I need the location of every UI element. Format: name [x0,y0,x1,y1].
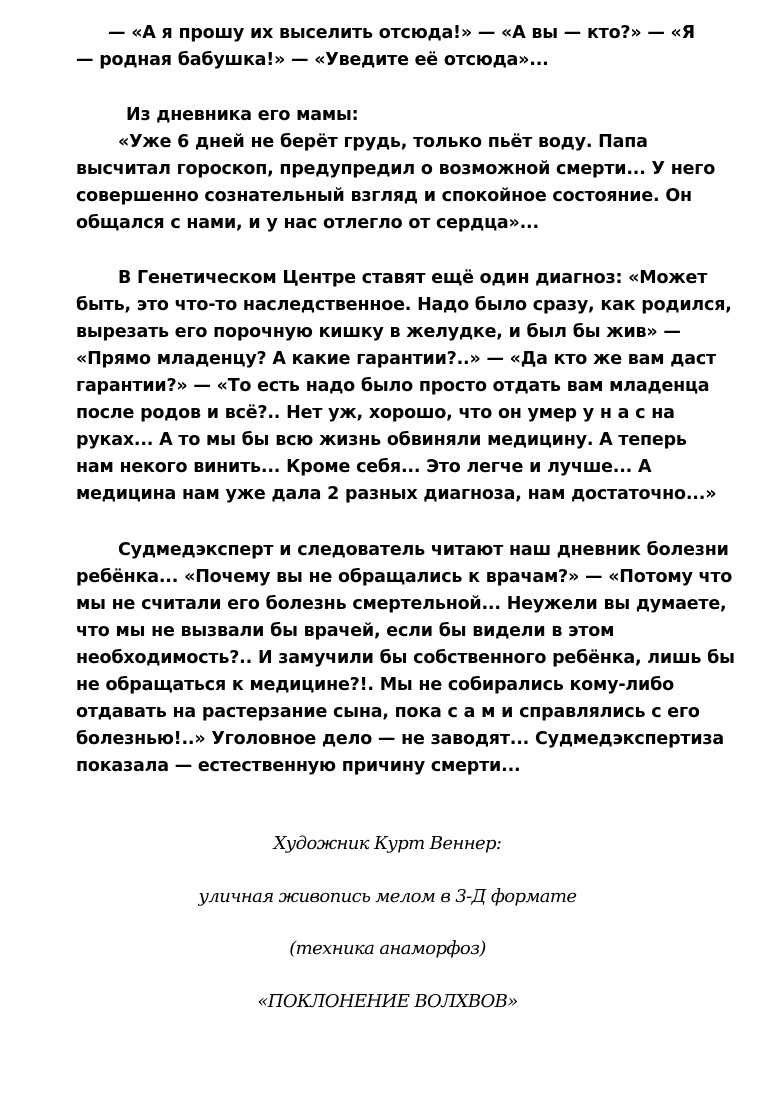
genetic-line-3: вырезать его порочную кишку в желудке, и был бы жив» — [76,322,681,342]
forensic-line-1: Судмедэксперт и следователь читают наш дневник болезни [118,540,729,560]
forensic-line-5: необходимость?.. И замучили бы собственного ребёнка, лишь бы [76,648,735,668]
caption-description: уличная живопись мелом в 3-Д формате [198,886,577,907]
caption-artist: Художник Курт Веннер: [273,833,502,854]
genetic-line-1: В Генетическом Центре ставят ещё один диагноз: «Может [118,268,708,288]
diary-line-1: «Уже 6 дней не берёт грудь, только пьёт воду. Папа [118,132,648,152]
diary-line-4: общался с нами, и у нас отлегло от сердца»... [76,213,539,233]
dialogue-line-2: — родная бабушка!» — «Уведите её отсюда»... [76,50,549,70]
caption-title: «ПОКЛОНЕНИЕ ВОЛХВОВ» [257,991,518,1012]
forensic-line-8: болезнью!..» Уголовное дело — не заводят... Судмедэкспертиза [76,729,724,749]
diary-line-2: высчитал гороскоп, предупредил о возможной смерти... У него [76,159,716,179]
genetic-line-6: после родов и всё?.. Нет уж, хорошо, что он умер у н а с на [76,403,675,423]
genetic-line-7: руках... А то мы бы всю жизнь обвиняли медицину. А теперь [76,430,687,450]
forensic-line-2: ребёнка... «Почему вы не обращались к врачам?» — «Потому что [76,567,733,587]
dialogue-line-1: — «А я прошу их выселить отсюда!» — «А вы — кто?» — «Я [108,23,695,43]
genetic-line-4: «Прямо младенцу? А какие гарантии?..» — «Да кто же вам даст [76,349,716,369]
forensic-line-9: показала — естественную причину смерти... [76,756,521,776]
forensic-line-6: не обращаться к медицине?!. Мы не собирались кому-либо [76,675,674,695]
caption-technique: (техника анаморфоз) [289,938,486,959]
genetic-line-8: нам некого винить... Кроме себя... Это легче и лучше... А [76,457,652,477]
diary-heading: Из дневника его мамы: [126,105,359,125]
genetic-line-9: медицина нам уже дала 2 разных диагноза, нам достаточно...» [76,484,717,504]
diary-line-3: совершенно сознательный взгляд и спокойное состояние. Он [76,186,692,206]
genetic-line-5: гарантии?» — «То есть надо было просто отдать вам младенца [76,376,710,396]
forensic-line-3: мы не считали его болезнь смертельной... Неужели вы думаете, [76,594,727,614]
genetic-line-2: быть, это что-то наследственное. Надо было сразу, как родился, [76,295,732,315]
forensic-line-4: что мы не вызвали бы врачей, если бы видели в этом [76,621,615,641]
forensic-line-7: отдавать на растерзание сына, пока с а м и справлялись с его [76,702,700,722]
